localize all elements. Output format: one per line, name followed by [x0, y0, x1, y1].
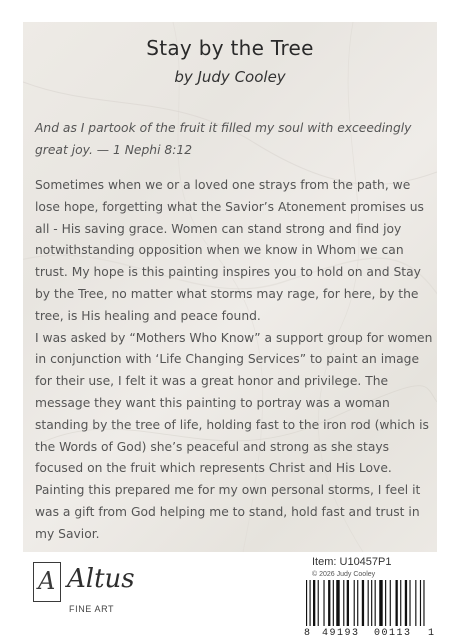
info-card — [23, 22, 437, 552]
logo-mark-letter: A — [38, 567, 56, 595]
barcode — [304, 580, 432, 626]
barcode-digit-last: 1 — [428, 628, 435, 639]
body-paragraph: I was asked by “Mothers Who Know” a support group for women in conjunction with ‘Life Changing Services” to paint an image for their use, I felt it was a great honor and privilege. The message they want this painting to portray was a woman standing by the tree of life, holding fast to the iron rod (which is the Words of God) she’s peaceful and strong as she stays focused on the fruit which represents Christ and His Love. Painting this prepared me for my own personal storms, I feel it was a gift from God helping me to stand, hold fast and trust in my Savior. — [35, 330, 433, 541]
description-body — [35, 175, 433, 546]
item-number: Item: U10457P1 — [312, 556, 392, 568]
barcode-digits-left: 49193 — [322, 628, 360, 639]
altus-logo — [33, 562, 173, 632]
logo-name: Altus — [67, 564, 135, 594]
author-byline: by Judy Cooley — [174, 68, 286, 86]
body-paragraph: Sometimes when we or a loved one strays from the path, we lose hope, forgetting what the Savior’s Atonement promises us all - His saving grace. Women can stand strong and find joy notwithstanding opposition when we know in Whom we can trust. My hope is this painting inspires you to hold on and Stay by the Tree, no matter what storms may rage, for here, by the tree, is His healing and peace found. — [35, 178, 424, 323]
barcode-digits-right: 00113 — [374, 628, 412, 639]
barcode-digit-first: 8 — [304, 628, 311, 639]
scripture-quote: And as I partook of the fruit it filled my soul with exceedingly great joy. — 1 Nephi 8:12 — [35, 121, 412, 157]
copyright-notice: © 2026 Judy Cooley — [312, 571, 376, 578]
altus-frame-logo-icon — [33, 562, 61, 602]
logo-tagline: FINE ART — [69, 604, 115, 614]
page-title: Stay by the Tree — [146, 36, 314, 60]
